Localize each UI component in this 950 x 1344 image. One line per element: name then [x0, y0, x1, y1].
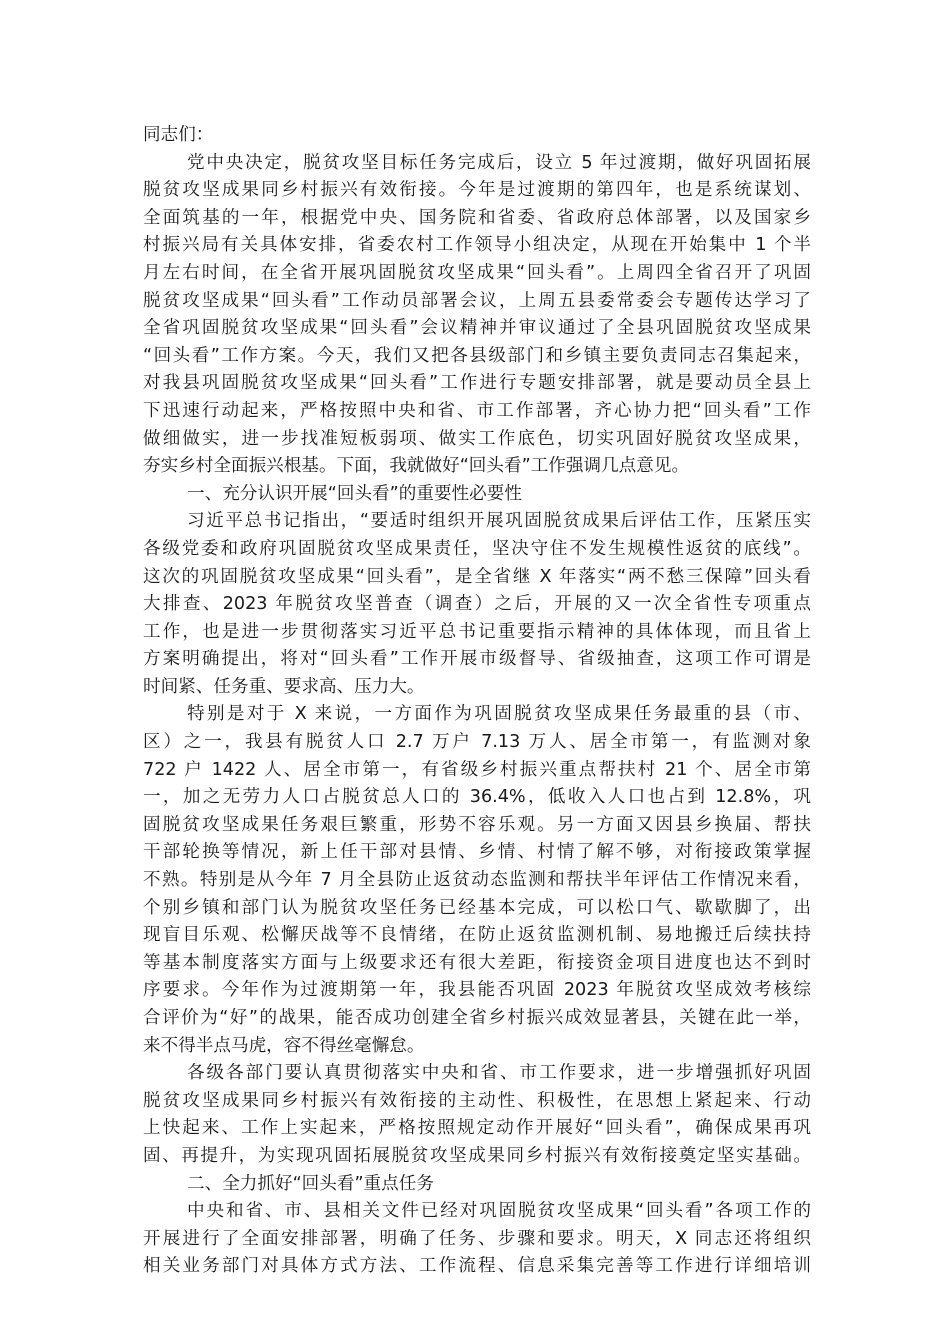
text-line: 方案明确提出，将对“回头看”工作开展市级督导、省级抽查，这项工作可谓是 — [143, 649, 811, 670]
text-line: “回头看”工作方案。今天，我们又把各县级部门和乡镇主要负责同志召集起来， — [143, 345, 811, 366]
text-line: 做细做实，进一步找准短板弱项、做实工作底色，切实巩固好脱贫攻坚成果， — [143, 428, 811, 449]
text-line: 区）之一，我县有脱贫人口 2.7 万户 7.13 万人、居全市第一，有监测对象 — [143, 732, 811, 753]
section-heading-1: 一、充分认识开展“回头看”的重要性必要性 — [187, 483, 522, 504]
text-line: 工作，也是进一步贯彻落实习近平总书记重要指示精神的具体体现，而且省上 — [143, 621, 811, 642]
text-line: 脱贫攻坚成果同乡村振兴有效衔接。今年是过渡期的第四年，也是系统谋划、 — [143, 180, 811, 201]
text-line: 上快起来、工作上实起来，严格按照规定动作开展好“回头看”，确保成果再巩 — [143, 1118, 811, 1139]
text-line: 全省巩固脱贫攻坚成果“回头看”会议精神并审议通过了全县巩固脱贫攻坚成果 — [143, 318, 811, 339]
section-heading-2: 二、全力抓好“回头看”重点任务 — [187, 1173, 434, 1194]
text-line: 下迅速行动起来，严格按照中央和省、市工作部署，齐心协力把“回头看”工作 — [143, 400, 811, 421]
text-line: 固、再提升，为实现巩固拓展脱贫攻坚成果同乡村振兴有效衔接奠定坚实基础。 — [143, 1145, 811, 1166]
text-line: 各级党委和政府巩固脱贫攻坚成果责任，坚决守住不发生规模性返贫的底线”。 — [143, 538, 811, 559]
text-line: 个别乡镇和部门认为脱贫攻坚任务已经基本完成，可以松口气、歇歇脚了，出 — [143, 897, 811, 918]
text-line: 干部轮换等情况，新上任干部对县情、乡情、村情了解不够，对衔接政策掌握 — [143, 842, 811, 863]
text-line: 固脱贫攻坚成果任务艰巨繁重，形势不容乐观。另一方面又因县乡换届、帮扶 — [143, 814, 811, 835]
text-line: 现盲目乐观、松懈厌战等不良情绪，在防止返贫监测机制、易地搬迁后续扶持 — [143, 925, 811, 946]
text-line: 对我县巩固脱贫攻坚成果“回头看”工作进行专题安排部署，就是要动员全县上 — [143, 373, 811, 394]
text-line: 脱贫攻坚成果“回头看”工作动员部署会议，上周五县委常委会专题传达学习了 — [143, 290, 811, 311]
paragraph-county-situation — [143, 701, 811, 1060]
text-line: 党中央决定，脱贫攻坚目标任务完成后，设立 5 年过渡期，做好巩固拓展 — [187, 152, 811, 173]
salutation: 同志们： — [143, 125, 214, 145]
text-line: 等基本制度落实方面与上级要求还有很大差距，衔接资金项目进度也达不到时 — [143, 952, 811, 973]
text-line: 722 户 1422 人、居全市第一，有省级乡村振兴重点帮扶村 21 个、居全市第 — [143, 759, 811, 780]
text-line: 夯实乡村全面振兴根基。下面，我就做好“回头看”工作强调几点意见。 — [143, 456, 690, 477]
text-line: 全面筑基的一年，根据党中央、国务院和省委、省政府总体部署，以及国家乡 — [143, 207, 811, 228]
text-line: 相关业务部门对具体方式方法、工作流程、信息采集完善等工作进行详细培训 — [143, 1256, 811, 1277]
text-line: 村振兴局有关具体安排，省委农村工作领导小组决定，从现在开始集中 1 个半 — [143, 235, 811, 256]
text-line: 不熟。特别是从今年 7 月全县防止返贫动态监测和帮扶半年评估工作情况来看， — [143, 870, 811, 891]
text-line: 合评价为“好”的战果，能否成功创建全省乡村振兴成效显著县，关键在此一举， — [143, 1008, 811, 1028]
text-line: 时间紧、任务重、要求高、压力大。 — [143, 676, 425, 697]
text-line: 序要求。今年作为过渡期第一年，我县能否巩固 2023 年脱贫攻坚成效考核综 — [143, 980, 811, 1001]
text-line: 大排查、2023 年脱贫攻坚普查（调查）之后，开展的又一次全省性专项重点 — [143, 594, 811, 615]
text-line: 这次的巩固脱贫攻坚成果“回头看”，是全省继 X 年落实“两不愁三保障”回头看 — [143, 566, 811, 587]
document-body — [143, 122, 811, 1281]
text-line: 一，加之无劳力人口占脱贫总人口的 36.4%，低收入人口也占到 12.8%，巩 — [143, 787, 811, 808]
text-line: 开展进行了全面安排部署，明确了任务、步骤和要求。明天，X 同志还将组织 — [143, 1228, 811, 1249]
paragraph-key-tasks — [143, 1198, 811, 1281]
text-line: 习近平总书记指出，“要适时组织开展巩固脱贫成果后评估工作，压紧压实 — [187, 511, 811, 532]
text-line: 脱贫攻坚成果同乡村振兴有效衔接的主动性、积极性，在思想上紧起来、行动 — [143, 1090, 811, 1111]
paragraph-intro — [143, 150, 811, 481]
text-line: 月左右时间，在全省开展巩固脱贫攻坚成果“回头看”。上周四全省召开了巩固 — [143, 262, 811, 283]
text-line: 各级各部门要认真贯彻落实中央和省、市工作要求，进一步增强抓好巩固 — [187, 1063, 811, 1084]
paragraph-department-requirements — [143, 1060, 811, 1170]
text-line: 中央和省、市、县相关文件已经对巩固脱贫攻坚成果“回头看”各项工作的 — [187, 1201, 811, 1222]
paragraph-importance — [143, 508, 811, 701]
text-line: 来不得半点马虎，容不得丝毫懈怠。 — [143, 1035, 425, 1056]
text-line: 特别是对于 X 来说，一方面作为巩固脱贫攻坚成果任务最重的县（市、 — [187, 704, 811, 725]
